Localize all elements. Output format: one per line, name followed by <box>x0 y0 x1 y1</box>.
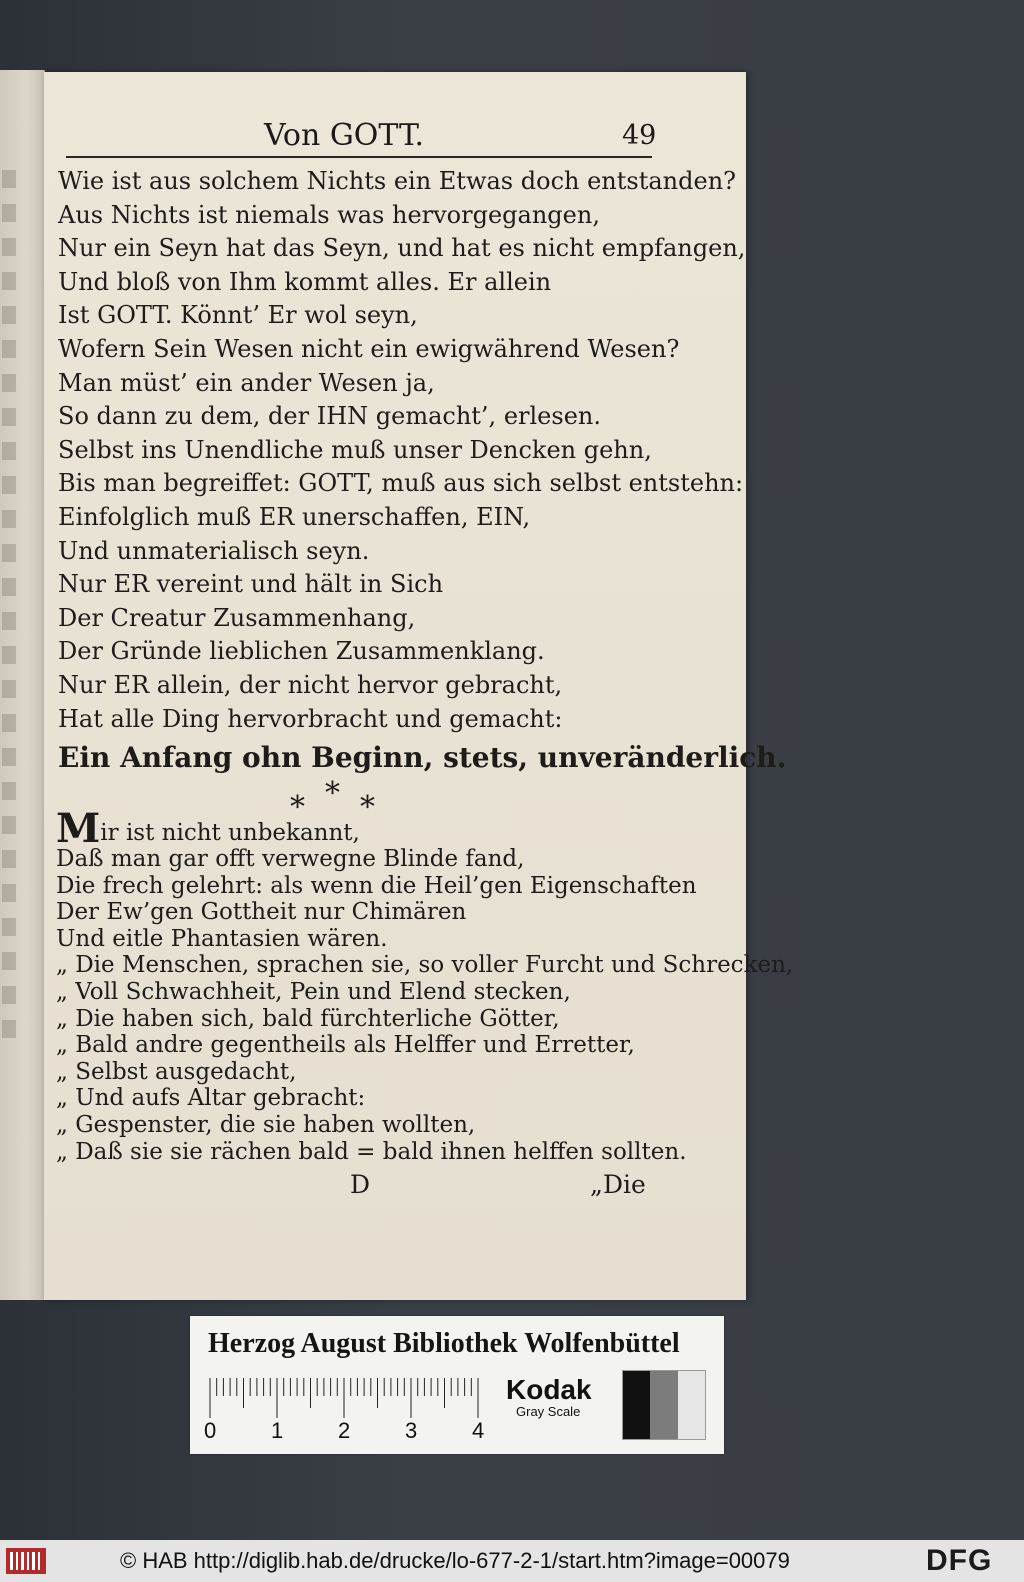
poem-line: Der Creatur Zusammenhang, <box>58 603 416 632</box>
poem-line: Nur ER vereint und hält in Sich <box>58 570 444 599</box>
poem-line: „ Bald andre gegentheils als Helffer und Erretter, <box>56 1032 635 1059</box>
previous-page-text-fragment <box>2 578 45 596</box>
poem-section-2 <box>56 805 794 1165</box>
previous-page-edge <box>0 70 45 1300</box>
poem-line: Aus Nichts ist niemals was hervorgegangen, <box>58 200 600 229</box>
library-name: Herzog August Bibliothek Wolfenbüttel <box>208 1328 680 1359</box>
poem-line: Einfolglich muß ER unerschaffen, EIN, <box>58 502 531 531</box>
hab-logo-icon <box>6 1546 46 1576</box>
previous-page-text-fragment <box>2 782 45 800</box>
poem-line: Nur ER allein, der nicht hervor gebracht, <box>58 670 563 699</box>
catchword: „Die <box>590 1170 646 1199</box>
previous-page-text-fragment <box>2 816 45 834</box>
previous-page-text-fragment <box>2 612 45 630</box>
poem-line <box>56 805 666 852</box>
poem-line: Und eitle Phantasien wären. <box>56 925 388 952</box>
previous-page-text-fragment <box>2 952 45 970</box>
poem-line: Und bloß von Ihm kommt alles. Er allein <box>58 267 552 296</box>
poem-line: „ Selbst ausgedacht, <box>56 1058 297 1085</box>
poem-line: So dann zu dem, der IHN gemacht’, erlesen. <box>58 402 601 431</box>
poem-line: „ Daß sie sie rächen bald = bald ihnen helffen sollten. <box>56 1138 687 1165</box>
gray-swatch <box>678 1371 705 1439</box>
previous-page-text-fragment <box>2 884 45 902</box>
poem-line: Ist GOTT. Könnt’ Er wol seyn, <box>58 301 418 330</box>
ruler-numbers <box>204 1418 504 1446</box>
previous-page-text-fragment <box>2 986 45 1004</box>
poem-line: Man müst’ ein ander Wesen ja, <box>58 368 435 397</box>
poem-line: „ Und aufs Altar gebracht: <box>56 1085 366 1112</box>
poem-line: „ Die Menschen, sprachen sie, so voller Furcht und Schrecken, <box>56 952 794 979</box>
page-number: 49 <box>622 120 657 151</box>
poem-line: Selbst ins Unendliche muß unser Dencken gehn, <box>58 435 652 464</box>
previous-page-text-fragment <box>2 748 45 766</box>
poem-line-text: ir ist nicht unbekannt, <box>100 820 360 846</box>
running-title: Von GOTT. <box>264 118 425 153</box>
kodak-logo: Kodak <box>506 1374 592 1405</box>
gray-swatch <box>623 1371 650 1439</box>
poem-line: Wie ist aus solchem Nichts ein Etwas doch entstanden? <box>58 167 737 195</box>
previous-page-text-fragment <box>2 544 45 562</box>
poem-line: Der Gründe lieblichen Zusammenklang. <box>58 637 545 666</box>
previous-page-text-fragment <box>2 918 45 936</box>
gray-swatches <box>622 1370 706 1440</box>
previous-page-text-fragment <box>2 340 45 358</box>
library-scale-card <box>190 1316 724 1454</box>
previous-page-text-fragment <box>2 442 45 460</box>
poem-line: Und unmaterialisch seyn. <box>58 536 370 565</box>
previous-page-text-fragment <box>2 850 45 868</box>
poem-line: Die frech gelehrt: als wenn die Heil’gen Eigenschaften <box>56 872 697 899</box>
poem-line: Daß man gar offt verwegne Blinde fand, <box>56 846 525 872</box>
poem-line: Der Ew’gen Gottheit nur Chimären <box>56 899 467 926</box>
header-rule <box>66 156 652 158</box>
signature-mark: D <box>350 1170 371 1199</box>
asterism: *** <box>290 776 395 825</box>
ruler-number: 0 <box>204 1418 217 1443</box>
running-head <box>44 118 746 158</box>
poem-line: Wofern Sein Wesen nicht ein ewigwährend Wesen? <box>58 334 680 363</box>
dfg-logo: DFG <box>926 1544 993 1577</box>
ruler-number: 1 <box>271 1418 284 1443</box>
drop-cap: M <box>56 805 101 852</box>
previous-page-text-fragment <box>2 170 45 188</box>
footer-bar <box>0 1540 1024 1582</box>
poem-section-1 <box>58 165 787 776</box>
previous-page-text-fragment <box>2 374 45 392</box>
ruler-number: 4 <box>472 1418 485 1443</box>
previous-page-text-fragment <box>2 476 45 494</box>
poem-line: Ein Anfang ohn Beginn, stets, unveränderlich. <box>58 741 787 775</box>
ruler-number: 3 <box>405 1418 418 1443</box>
previous-page-text-fragment <box>2 238 45 256</box>
poem-line: Bis man begreiffet: GOTT, muß aus sich selbst entstehn: <box>58 469 744 498</box>
previous-page-text-fragment <box>2 510 45 528</box>
previous-page-text-fragment <box>2 408 45 426</box>
poem-line: Nur ein Seyn hat das Seyn, und hat es nicht empfangen, <box>58 234 746 263</box>
gray-scale-label: Gray Scale <box>516 1404 581 1419</box>
previous-page-text-fragment <box>2 680 45 698</box>
previous-page-text-fragment <box>2 204 45 222</box>
previous-page-text-fragment <box>2 306 45 324</box>
ruler-number: 2 <box>338 1418 351 1443</box>
poem-line: Hat alle Ding hervorbracht und gemacht: <box>58 704 563 733</box>
poem-line: „ Voll Schwachheit, Pein und Elend stecken, <box>56 978 571 1005</box>
previous-page-text-fragment <box>2 1020 45 1038</box>
poem-line: „ Die haben sich, bald fürchterliche Götter, <box>56 1005 560 1032</box>
previous-page-text-fragment <box>2 714 45 732</box>
previous-page-text-fragment <box>2 272 45 290</box>
gray-swatch <box>650 1371 677 1439</box>
measurement-ruler <box>208 1378 480 1418</box>
previous-page-text-fragment <box>2 646 45 664</box>
poem-line: „ Gespenster, die sie haben wollten, <box>56 1111 476 1138</box>
source-url[interactable]: © HAB http://diglib.hab.de/drucke/lo-677-2-1/start.htm?image=00079 <box>120 1548 790 1573</box>
